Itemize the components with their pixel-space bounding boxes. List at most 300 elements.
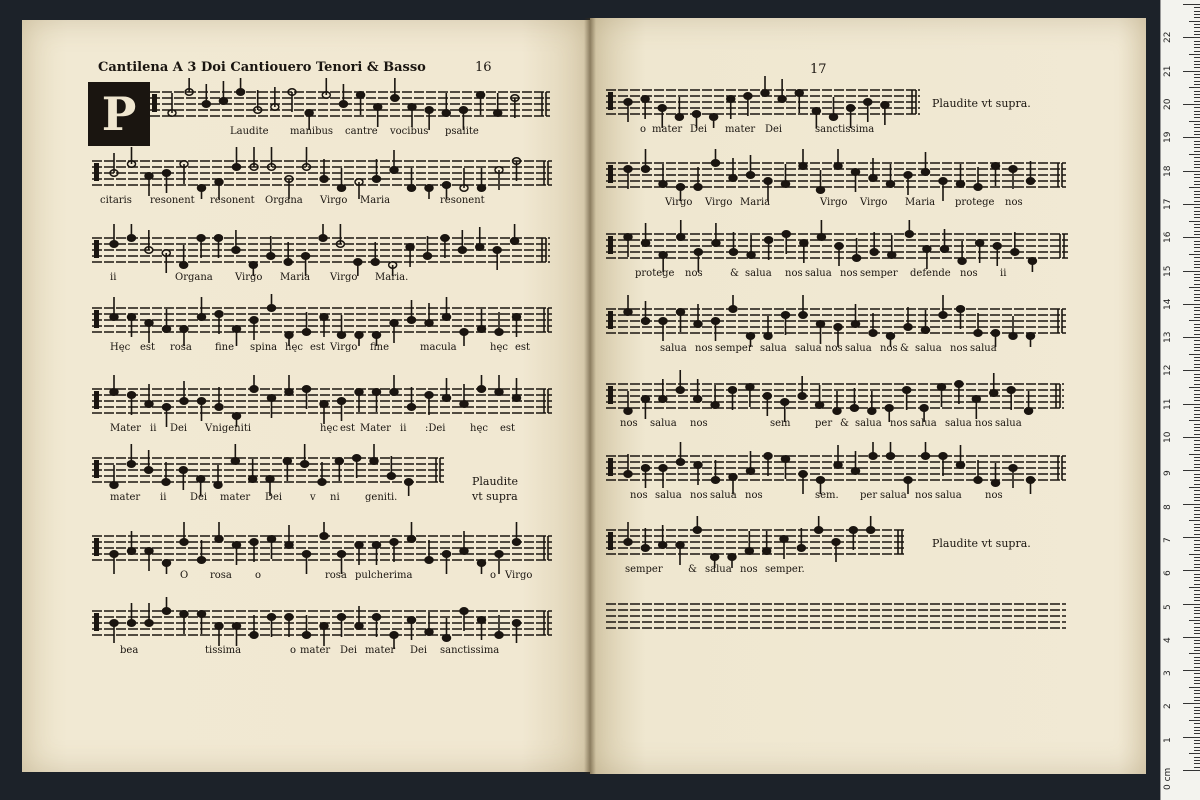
page-header: Cantilena A 3 Doi Cantiouero Tenori & Basso (98, 60, 426, 75)
ruler-number: 1 (1163, 736, 1173, 743)
ruler-tick (1194, 490, 1200, 491)
clef-mark (94, 460, 99, 478)
ruler-number: 14 (1163, 298, 1173, 310)
ruler-tick (1194, 197, 1200, 198)
ruler-tick (1194, 34, 1200, 35)
music-staff (606, 450, 1066, 494)
lyric-word: salua (705, 564, 732, 575)
lyric-word: o (255, 570, 262, 581)
ruler-tick (1194, 224, 1200, 225)
ruler-tick (1194, 540, 1200, 541)
ruler-tick (1183, 4, 1200, 5)
ruler-tick (1194, 727, 1200, 728)
ruler-tick (1194, 284, 1200, 285)
ruler-tick (1194, 597, 1200, 598)
ruler-tick (1189, 354, 1200, 355)
ruler-tick (1189, 653, 1200, 654)
music-staff (606, 228, 1068, 272)
ruler-tick (1189, 87, 1200, 88)
ruler-tick (1183, 703, 1200, 704)
ruler-tick (1194, 84, 1200, 85)
ruler-tick (1194, 177, 1200, 178)
clef-mark (94, 240, 99, 258)
ruler-tick (1194, 633, 1200, 634)
lyric-word: ni (330, 492, 340, 503)
lyric-word: nos (690, 490, 708, 501)
ruler-tick (1194, 360, 1200, 361)
lyric-word: est (310, 342, 326, 353)
lyric-word: nos (915, 490, 933, 501)
ruler-tick (1194, 377, 1200, 378)
lyric-word: est (340, 423, 356, 434)
ruler-tick (1194, 577, 1200, 578)
lyric-word: salua (880, 490, 907, 501)
ruler-tick (1194, 67, 1200, 68)
lyric-word: resonent (210, 195, 255, 206)
ruler-tick (1194, 234, 1200, 235)
ruler-tick (1194, 147, 1200, 148)
ruler-tick (1183, 104, 1200, 105)
ruler-tick (1194, 517, 1200, 518)
ruler-tick (1189, 254, 1200, 255)
lyric-word: ii (110, 272, 117, 283)
lyric-word: Dei (410, 645, 428, 656)
lyric-word: mater (365, 645, 396, 656)
lyric-word: sanctissima (440, 645, 500, 656)
ruler-tick (1194, 590, 1200, 591)
ruler-tick (1194, 390, 1200, 391)
lyric-word: semper (715, 343, 753, 354)
ruler-tick (1194, 41, 1200, 42)
ruler-tick (1194, 117, 1200, 118)
lyric-word: fine (215, 342, 235, 353)
ruler-tick (1194, 394, 1200, 395)
lyric-word: protege (955, 197, 995, 208)
ruler-tick (1194, 527, 1200, 528)
music-staff (92, 155, 552, 199)
ruler-tick (1189, 187, 1200, 188)
ruler-tick (1194, 693, 1200, 694)
lyric-word: protege (635, 268, 675, 279)
ruler-tick (1194, 57, 1200, 58)
ruler-tick (1194, 650, 1200, 651)
ruler-tick (1194, 31, 1200, 32)
ruler-tick (1194, 364, 1200, 365)
ruler-tick (1194, 51, 1200, 52)
ruler-tick (1194, 607, 1200, 608)
ruler-tick (1194, 560, 1200, 561)
lyric-word: tissima (205, 645, 242, 656)
lyric-word: bea (120, 645, 139, 656)
ruler-tick (1194, 497, 1200, 498)
ruler-tick (1194, 290, 1200, 291)
ruler-tick (1189, 554, 1200, 555)
ruler-tick (1194, 274, 1200, 275)
ruler-tick (1183, 171, 1200, 172)
ruler-tick (1194, 201, 1200, 202)
music-staff (606, 157, 1066, 201)
ruler-tick (1189, 154, 1200, 155)
ruler-tick (1194, 17, 1200, 18)
measuring-ruler (1160, 0, 1200, 800)
lyric-word: citaris (100, 195, 132, 206)
ruler-tick (1183, 470, 1200, 471)
lyric-word: Mater (360, 423, 391, 434)
ruler-tick (1189, 221, 1200, 222)
lyric-word: nos (960, 268, 978, 279)
ruler-tick (1194, 310, 1200, 311)
lyric-word: nos (620, 418, 638, 429)
ruler-tick (1183, 670, 1200, 671)
ruler-tick (1194, 544, 1200, 545)
music-staff (150, 86, 550, 130)
ruler-tick (1194, 410, 1200, 411)
ruler-tick (1194, 231, 1200, 232)
ruler-tick (1194, 330, 1200, 331)
ruler-tick (1183, 271, 1200, 272)
ruler-tick (1194, 141, 1200, 142)
clef-mark (94, 538, 99, 556)
lyric-word: manibus (290, 126, 334, 137)
lyric-word: semper (860, 268, 898, 279)
lyric-word: mater (725, 124, 756, 135)
lyric-word: Dei (265, 492, 283, 503)
ruler-tick (1194, 194, 1200, 195)
lyric-word: defende (910, 268, 951, 279)
ruler-tick (1183, 737, 1200, 738)
ruler-tick (1194, 357, 1200, 358)
ruler-tick (1194, 241, 1200, 242)
lyric-word: mater (220, 492, 251, 503)
ruler-tick (1194, 740, 1200, 741)
lyric-word: salua (650, 418, 677, 429)
ruler-tick (1194, 477, 1200, 478)
ruler-tick (1194, 374, 1200, 375)
left-page-number: 16 (475, 60, 492, 75)
lyric-word: Maria (740, 197, 771, 208)
ruler-tick (1194, 567, 1200, 568)
ruler-tick (1194, 660, 1200, 661)
ruler-number: 4 (1163, 637, 1173, 643)
lyric-word: est (515, 342, 531, 353)
lyric-word: o (290, 645, 297, 656)
ruler-tick (1194, 131, 1200, 132)
ruler-tick (1189, 520, 1200, 521)
ruler-tick (1194, 191, 1200, 192)
ruler-tick (1194, 640, 1200, 641)
ruler-tick (1194, 750, 1200, 751)
lyric-word: salua (845, 343, 872, 354)
ruler-tick (1194, 530, 1200, 531)
lyric-word: spina (250, 342, 278, 353)
ruler-tick (1194, 663, 1200, 664)
ruler-tick (1194, 307, 1200, 308)
ruler-tick (1194, 397, 1200, 398)
clef-mark (608, 532, 613, 550)
lyric-word: rosa (210, 570, 232, 581)
ruler-tick (1194, 340, 1200, 341)
lyric-word: v (310, 492, 316, 503)
ruler-number: 9 (1163, 470, 1173, 477)
lyric-word: sem. (815, 490, 839, 501)
lyric-word: Virgo (820, 197, 848, 208)
lyric-word: salua (995, 418, 1022, 429)
lyric-word: hęc (320, 423, 338, 434)
clef-mark (608, 386, 613, 404)
ruler-tick (1194, 760, 1200, 761)
decorated-initial: P (88, 82, 150, 146)
ruler-tick (1194, 717, 1200, 718)
lyric-word: Virgo (505, 570, 533, 581)
lyric-word: nos (880, 343, 898, 354)
ruler-tick (1194, 77, 1200, 78)
ruler-tick (1194, 7, 1200, 8)
ruler-tick (1194, 217, 1200, 218)
ruler-number: 8 (1163, 503, 1173, 510)
ruler-tick (1194, 251, 1200, 252)
ruler-tick (1194, 564, 1200, 565)
ruler-tick (1194, 74, 1200, 75)
ruler-tick (1194, 534, 1200, 535)
ruler-tick (1194, 317, 1200, 318)
ruler-tick (1194, 300, 1200, 301)
lyric-word: o (490, 570, 497, 581)
ruler-tick (1183, 370, 1200, 371)
lyric-word: salua (745, 268, 772, 279)
side-note-line: Plaudite (472, 475, 519, 488)
ruler-tick (1194, 690, 1200, 691)
ruler-tick (1194, 524, 1200, 525)
lyric-word: Virgo (860, 197, 888, 208)
ruler-tick (1183, 537, 1200, 538)
lyric-word: Mater (110, 423, 141, 434)
ruler-tick (1194, 81, 1200, 82)
lyric-word: salua (915, 343, 942, 354)
ruler-tick (1194, 474, 1200, 475)
ruler-tick (1194, 64, 1200, 65)
ruler-tick (1194, 627, 1200, 628)
ruler-tick (1194, 723, 1200, 724)
lyric-word: Hęc (110, 342, 131, 353)
ruler-tick (1189, 687, 1200, 688)
ruler-tick (1194, 400, 1200, 401)
ruler-number: 16 (1163, 231, 1173, 244)
left-side-note (472, 474, 518, 504)
ruler-tick (1194, 514, 1200, 515)
ruler-tick (1189, 420, 1200, 421)
lyric-word: & (730, 268, 739, 279)
lyric-word: per (815, 418, 833, 429)
lyric-word: nos (785, 268, 803, 279)
ruler-tick (1194, 91, 1200, 92)
ruler-tick (1194, 500, 1200, 501)
ruler-tick (1194, 594, 1200, 595)
ruler-tick (1189, 487, 1200, 488)
clef-mark (94, 310, 99, 328)
lyric-word: salua (805, 268, 832, 279)
ruler-tick (1194, 460, 1200, 461)
lyric-word: nos (740, 564, 758, 575)
ruler-tick (1194, 61, 1200, 62)
ruler-tick (1194, 264, 1200, 265)
ruler-tick (1194, 417, 1200, 418)
lyric-word: nos (975, 418, 993, 429)
ruler-tick (1189, 387, 1200, 388)
lyric-word: sanctissima (815, 124, 875, 135)
lyric-word: nos (630, 490, 648, 501)
ruler-tick (1194, 214, 1200, 215)
ruler-number: 11 (1163, 398, 1173, 410)
clef-mark (94, 391, 99, 409)
ruler-tick (1194, 277, 1200, 278)
lyric-word: Virgo (705, 197, 733, 208)
ruler-tick (1189, 54, 1200, 55)
empty-staff (606, 598, 1066, 638)
lyric-word: o (640, 124, 647, 135)
ruler-tick (1183, 71, 1200, 72)
ruler-tick (1194, 710, 1200, 711)
ruler-unit-label: 0 cm (1163, 767, 1173, 790)
ruler-tick (1194, 584, 1200, 585)
ruler-tick (1189, 587, 1200, 588)
ruler-tick (1194, 127, 1200, 128)
ruler-tick (1194, 244, 1200, 245)
lyric-word: resonent (150, 195, 195, 206)
lyric-word: ii (160, 492, 167, 503)
ruler-number: 13 (1163, 331, 1173, 344)
ruler-tick (1194, 467, 1200, 468)
lyric-word: vocibus (390, 126, 429, 137)
ruler-tick (1194, 427, 1200, 428)
lyric-word: nos (890, 418, 908, 429)
ruler-tick (1183, 404, 1200, 405)
ruler-tick (1194, 267, 1200, 268)
ruler-tick (1194, 757, 1200, 758)
lyric-word: psalite (445, 126, 479, 137)
lyric-word: & (688, 564, 697, 575)
clef-mark (94, 163, 99, 181)
ruler-tick (1194, 47, 1200, 48)
lyric-word: rosa (170, 342, 192, 353)
ruler-tick (1194, 430, 1200, 431)
ruler-tick (1183, 304, 1200, 305)
ruler-tick (1194, 683, 1200, 684)
clef-mark (608, 165, 613, 183)
lyric-word: mater (110, 492, 141, 503)
ruler-tick (1194, 107, 1200, 108)
clef-mark (608, 92, 613, 110)
lyric-word: Laudite (230, 126, 269, 137)
ruler-tick (1183, 604, 1200, 605)
ruler-tick (1194, 144, 1200, 145)
lyric-word: Dei (690, 124, 708, 135)
ruler-tick (1194, 434, 1200, 435)
lyric-word: Dei (190, 492, 208, 503)
ruler-tick (1189, 21, 1200, 22)
lyric-word: fine (370, 342, 390, 353)
ruler-tick (1194, 161, 1200, 162)
lyric-word: sem (770, 418, 791, 429)
ruler-tick (1183, 437, 1200, 438)
ruler-tick (1194, 407, 1200, 408)
ruler-tick (1189, 320, 1200, 321)
ruler-tick (1194, 680, 1200, 681)
ruler-tick (1194, 24, 1200, 25)
lyric-word: Dei (340, 645, 358, 656)
lyric-word: semper (625, 564, 663, 575)
ruler-tick (1194, 447, 1200, 448)
ruler-tick (1183, 337, 1200, 338)
lyric-word: hęc (490, 342, 508, 353)
ruler-tick (1194, 124, 1200, 125)
ruler-tick (1194, 314, 1200, 315)
lyric-word: ii (150, 423, 157, 434)
lyric-word: resonent (440, 195, 485, 206)
ruler-tick (1183, 570, 1200, 571)
ruler-tick (1194, 457, 1200, 458)
lyric-word: Maria. (375, 272, 409, 283)
ruler-tick (1194, 384, 1200, 385)
ruler-number: 21 (1163, 65, 1173, 77)
ruler-tick (1194, 261, 1200, 262)
ruler-tick (1183, 237, 1200, 238)
lyric-word: rosa (325, 570, 347, 581)
ruler-tick (1194, 677, 1200, 678)
ruler-tick (1194, 444, 1200, 445)
music-staff (606, 84, 920, 128)
ruler-tick (1194, 613, 1200, 614)
ruler-tick (1194, 510, 1200, 511)
ruler-tick (1194, 657, 1200, 658)
ruler-tick (1194, 11, 1200, 12)
music-staff (92, 452, 444, 496)
ruler-tick (1189, 287, 1200, 288)
ruler-tick (1194, 97, 1200, 98)
lyric-word: salua (910, 418, 937, 429)
lyric-word: ii (1000, 268, 1007, 279)
ruler-tick (1194, 713, 1200, 714)
ruler-tick (1194, 667, 1200, 668)
ruler-tick (1194, 414, 1200, 415)
ruler-tick (1194, 14, 1200, 15)
lyric-word: nos (695, 343, 713, 354)
lyric-word: Maria (280, 272, 311, 283)
side-note: Plaudite vt supra. (932, 537, 1031, 550)
right-page-number: 17 (810, 62, 827, 77)
ruler-number: 17 (1163, 198, 1173, 210)
lyric-word: ii (400, 423, 407, 434)
lyric-word: mater (300, 645, 331, 656)
ruler-tick (1194, 673, 1200, 674)
ruler-tick (1194, 623, 1200, 624)
lyric-word: nos (825, 343, 843, 354)
ruler-tick (1194, 181, 1200, 182)
lyric-word: Organa (265, 195, 303, 206)
lyric-word: est (500, 423, 516, 434)
ruler-tick (1194, 344, 1200, 345)
lyric-word: nos (685, 268, 703, 279)
ruler-number: 20 (1163, 98, 1173, 110)
ruler-tick (1194, 743, 1200, 744)
ruler-tick (1194, 184, 1200, 185)
ruler-tick (1194, 114, 1200, 115)
ruler-tick (1194, 763, 1200, 764)
ruler-tick (1194, 367, 1200, 368)
ruler-tick (1183, 637, 1200, 638)
clef-mark (94, 613, 99, 631)
ruler-tick (1194, 480, 1200, 481)
lyric-word: salua (710, 490, 737, 501)
